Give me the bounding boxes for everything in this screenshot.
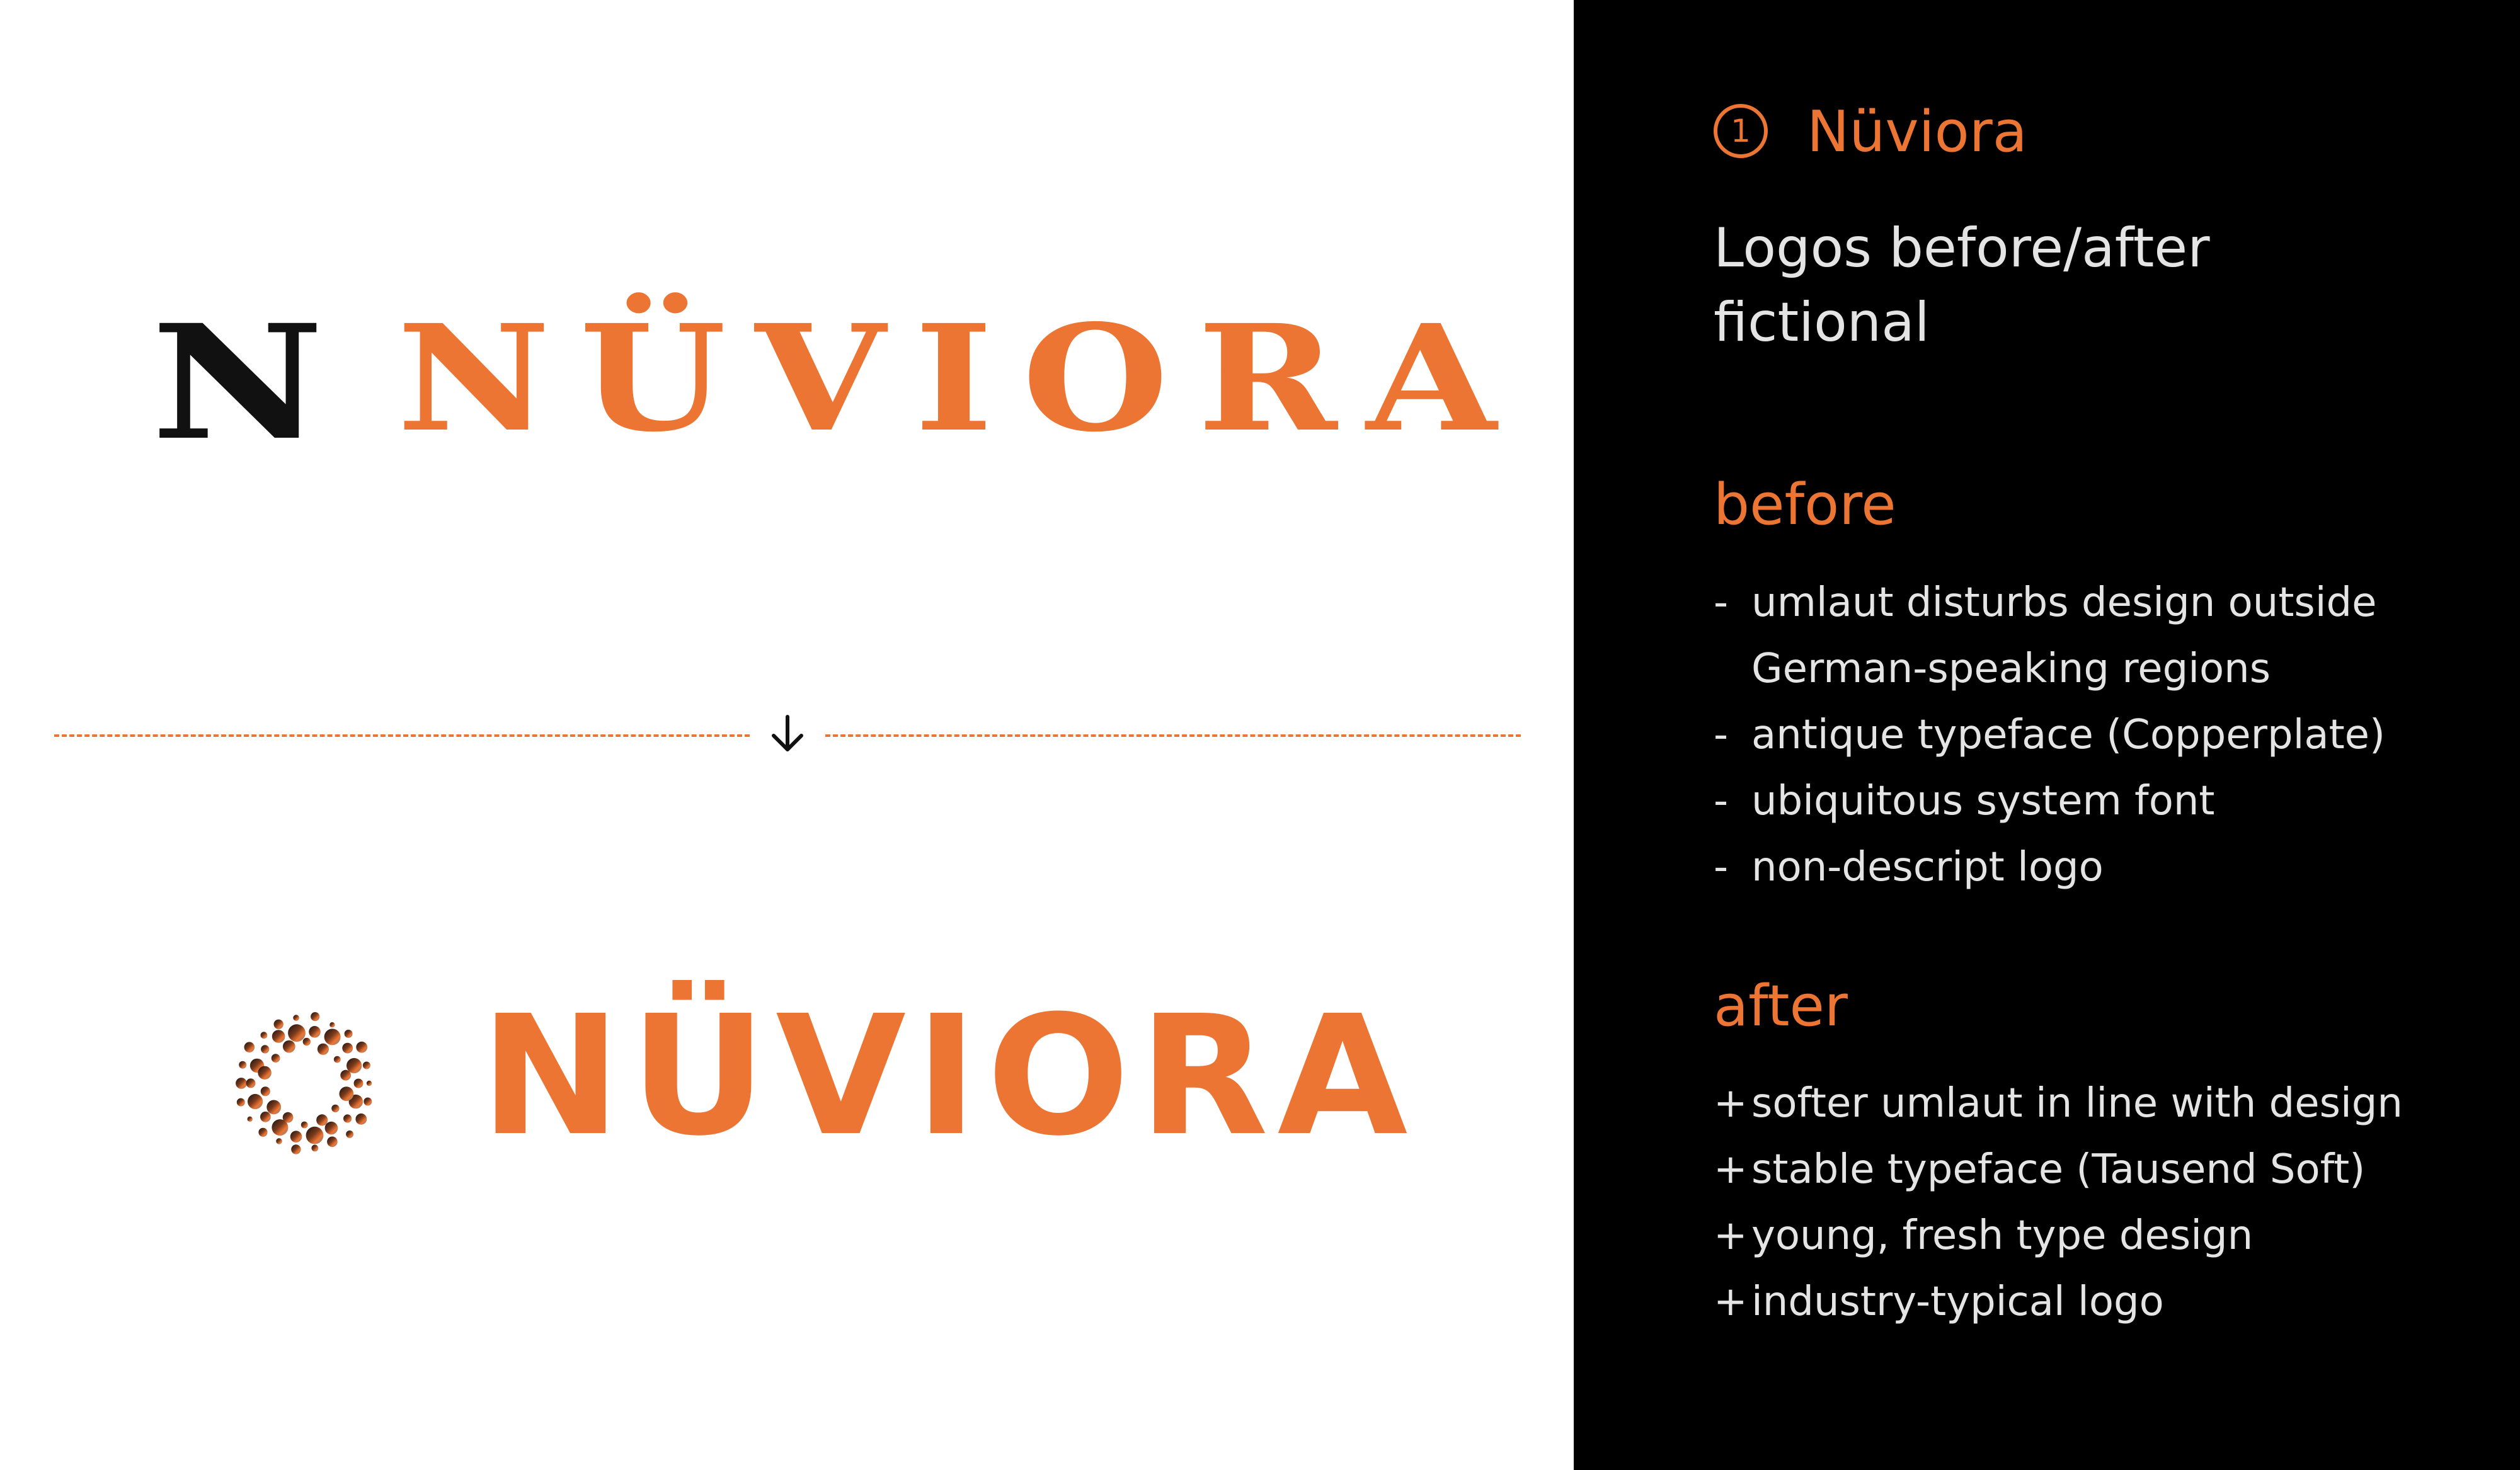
logo-dot	[316, 1114, 328, 1125]
logo-dot	[355, 1114, 367, 1125]
after-logo-wordmark: NÜVIORA	[480, 980, 1417, 1172]
logo-dot	[290, 1131, 302, 1142]
logo-dot	[293, 1015, 299, 1021]
logo-dot	[340, 1070, 351, 1081]
logo-dot	[329, 1022, 335, 1027]
logo-dot	[301, 1122, 308, 1129]
divider-line-left	[54, 734, 750, 737]
logo-dot	[258, 1128, 267, 1137]
logo-dot	[258, 1066, 271, 1080]
list-item: - non-descript logo	[1714, 844, 2104, 891]
logo-dot	[303, 1038, 311, 1046]
logo-dot	[291, 1144, 301, 1154]
list-item: + softer umlaut in line with design	[1714, 1080, 2403, 1127]
list-item: + young, fresh type design	[1714, 1212, 2254, 1259]
logo-dot	[246, 1078, 256, 1088]
list-item: + stable typeface (Tausend Soft)	[1714, 1146, 2366, 1193]
logo-dot	[331, 1105, 339, 1112]
logo-dot	[261, 1086, 270, 1096]
logo-dot	[363, 1062, 370, 1069]
logo-dot	[266, 1100, 281, 1115]
logo-dot	[248, 1117, 253, 1122]
logo-dot	[345, 1030, 353, 1038]
logo-dot	[311, 1012, 319, 1021]
list-item: - antique typeface (Copperplate)	[1714, 712, 2385, 758]
logo-dot	[272, 1054, 280, 1063]
logo-dot	[260, 1112, 271, 1122]
logo-dot	[318, 1044, 329, 1055]
logo-dot	[272, 1030, 285, 1043]
logo-dot	[346, 1131, 353, 1138]
logo-dot	[343, 1114, 352, 1122]
logo-dot	[288, 1024, 306, 1042]
logo-dot	[325, 1122, 338, 1135]
logo-dot	[367, 1081, 372, 1086]
logo-dot	[309, 1026, 321, 1038]
before-logo-wordmark: NÜVIORA	[397, 292, 1526, 464]
logo-dot	[342, 1043, 353, 1054]
logo-dot	[311, 1145, 318, 1152]
brand-title: Nüviora	[1807, 99, 2027, 165]
logo-dot	[276, 1138, 282, 1144]
list-item: - umlaut disturbs design outside German-speaking regions	[1714, 579, 2377, 692]
dotted-circle-icon	[227, 1001, 384, 1165]
subtitle	[1714, 211, 2470, 360]
before-heading: before	[1714, 472, 1896, 538]
logo-dot	[306, 1127, 324, 1144]
logo-dot	[327, 1137, 338, 1148]
logo-dot	[261, 1045, 269, 1053]
arrow-down-icon	[767, 712, 808, 757]
logo-dot	[236, 1078, 247, 1089]
logo-dot	[354, 1079, 364, 1088]
logo-dot	[274, 1020, 284, 1029]
subtitle-line: Logos before/after	[1714, 217, 2210, 280]
logo-dot	[261, 1032, 268, 1039]
logo-dot	[248, 1094, 263, 1109]
logo-dot	[239, 1061, 246, 1069]
logo-dot	[324, 1028, 341, 1045]
logo-dot	[244, 1042, 255, 1052]
logo-dot	[237, 1098, 245, 1107]
before-list	[1714, 570, 2507, 901]
logo-dot	[356, 1042, 367, 1053]
logo-dot	[364, 1098, 372, 1106]
section-number-badge: 1	[1714, 104, 1768, 158]
logo-dot	[334, 1056, 341, 1063]
after-heading: after	[1714, 973, 1848, 1039]
logo-dot	[340, 1086, 354, 1101]
logo-dot	[283, 1112, 294, 1123]
list-item: + industry-typical logo	[1714, 1279, 2164, 1325]
list-item: - ubiquitous system font	[1714, 778, 2215, 824]
divider-line-right	[825, 734, 1521, 737]
subtitle-line: fictional	[1714, 291, 1930, 354]
logo-dot	[283, 1040, 295, 1053]
after-list	[1714, 1071, 2507, 1335]
before-logo-mark: N	[151, 290, 324, 475]
